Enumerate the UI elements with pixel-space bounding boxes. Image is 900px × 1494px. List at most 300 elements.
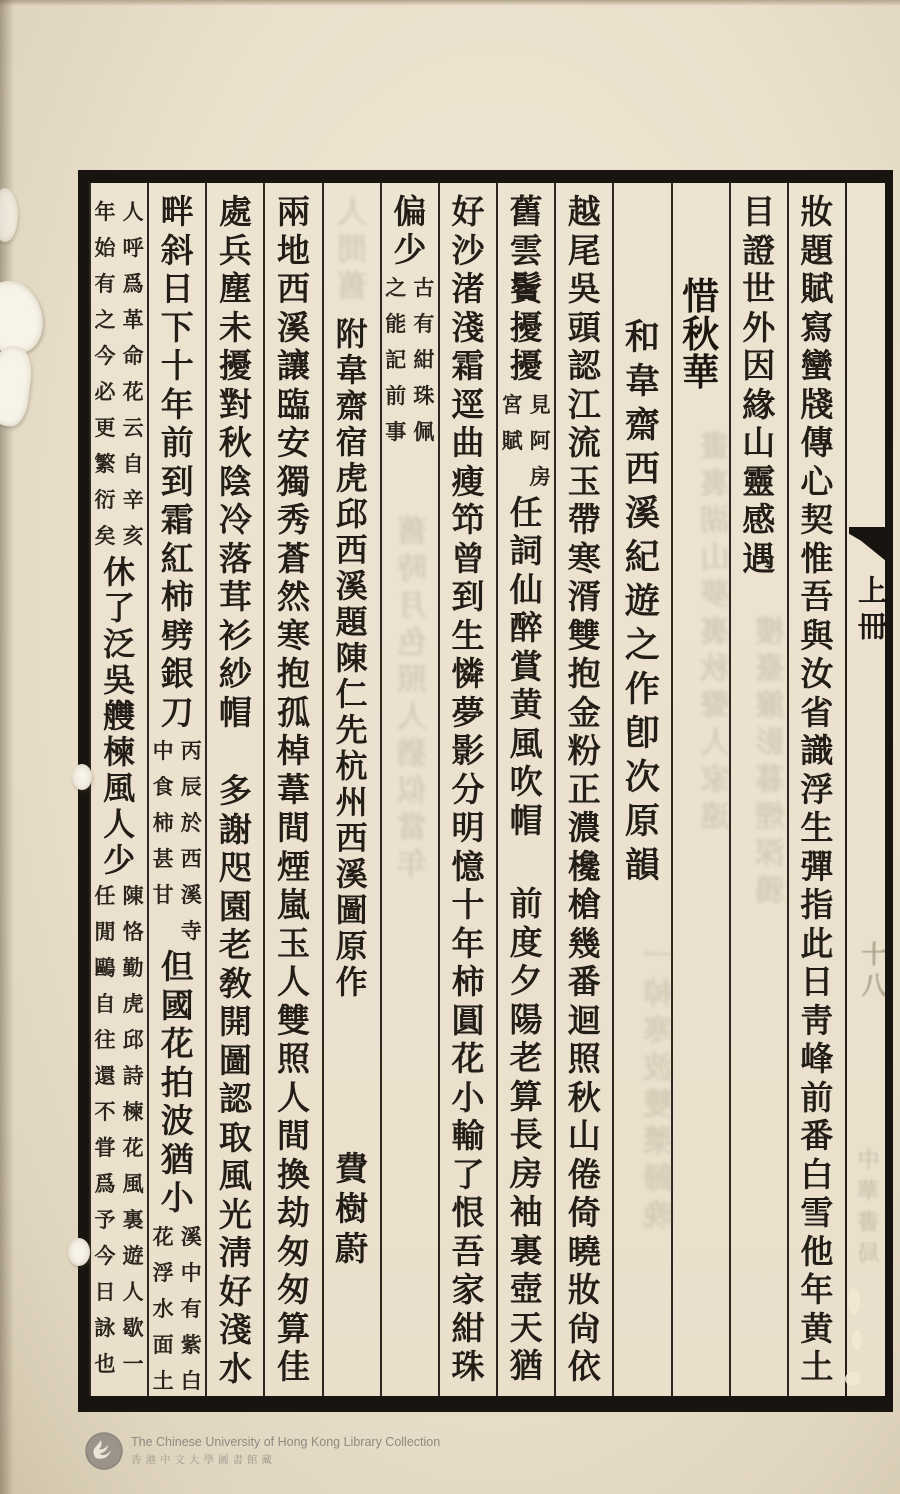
text-char: 原	[335, 928, 368, 964]
text-char: 倦	[567, 1157, 601, 1194]
text-char: 附	[335, 316, 368, 352]
note-char: 面	[152, 1332, 174, 1357]
text-char: 畔	[160, 195, 194, 231]
text-char: 寒	[277, 618, 310, 655]
interlinear-note	[149, 1219, 205, 1397]
text-char: 溪	[277, 310, 310, 347]
note-subcolumn	[177, 733, 205, 949]
text-char: 西	[335, 532, 368, 568]
text-char: 識	[800, 734, 834, 770]
text-column-12	[147, 183, 205, 1396]
text-char: 心	[800, 464, 834, 501]
text-char: 劈	[160, 618, 194, 655]
note-char: 革	[122, 308, 144, 332]
note-subcolumn	[410, 270, 438, 450]
text-char: 敎	[218, 966, 252, 1003]
text-char: 尙	[567, 1311, 601, 1348]
note-char: 命	[122, 344, 144, 368]
text-char: 緣	[742, 387, 776, 424]
note-char: 見	[529, 392, 551, 417]
text-char: 夢	[451, 695, 485, 732]
note-char: 宮	[501, 392, 523, 417]
text-char: 曲	[451, 426, 485, 462]
margin-column	[845, 183, 885, 1396]
text-char: 蒼	[277, 541, 310, 578]
text-char: 下	[160, 310, 194, 347]
note-char: 於	[180, 811, 202, 835]
note-char: 云	[122, 416, 144, 440]
text-char: 讓	[277, 349, 310, 385]
text-char: 韋	[624, 362, 660, 401]
text-char: 國	[160, 988, 194, 1025]
note-char: 中	[180, 1260, 202, 1285]
text-char: 迴	[567, 1003, 601, 1040]
text-char: 此	[800, 926, 834, 963]
text-char: 尾	[567, 233, 601, 270]
text-char: 靑	[800, 1003, 834, 1040]
note-char: 溪	[180, 883, 202, 907]
text-char: 抱	[567, 657, 601, 693]
text-char: 開	[218, 1005, 252, 1041]
note-char: 阿	[529, 428, 551, 453]
bleedthrough-text: 舊時月色照人猶似當年	[399, 515, 432, 885]
note-char: 往	[94, 1028, 116, 1052]
note-char: 能	[385, 312, 407, 336]
text-char: 劫	[277, 1196, 310, 1232]
text-char: 擾	[509, 349, 543, 385]
text-char: 他	[800, 1234, 834, 1271]
note-char: 自	[122, 452, 144, 476]
note-subcolumn	[498, 387, 526, 495]
note-char: 浮	[152, 1260, 174, 1285]
note-char: 一	[122, 1352, 144, 1376]
text-char: 雙	[567, 618, 601, 655]
note-char: 之	[385, 276, 407, 300]
note-char: 今	[94, 1244, 116, 1268]
note-subcolumn	[119, 194, 147, 554]
torn-paper-patch	[68, 1238, 90, 1266]
text-char: 圖	[335, 892, 368, 928]
poem-title-char: 華	[682, 353, 720, 394]
text-char: 帽	[218, 695, 252, 732]
text-char: 傳	[800, 426, 834, 462]
column-gap	[324, 1000, 380, 1150]
text-char: 小	[451, 1080, 485, 1117]
note-char: 邱	[122, 1028, 144, 1052]
interlinear-note	[91, 194, 147, 554]
note-char: 陳	[122, 884, 144, 908]
text-char: 照	[277, 1042, 310, 1078]
text-char: 珠	[451, 1350, 485, 1386]
text-char: 曾	[451, 541, 485, 578]
text-char: 吾	[451, 1234, 485, 1271]
text-char: 溪	[335, 568, 368, 604]
note-char: 不	[94, 1100, 116, 1124]
text-char: 淺	[451, 310, 485, 347]
text-char: 前	[509, 887, 543, 923]
note-char: 人	[122, 200, 144, 224]
note-char: 呼	[122, 236, 144, 260]
text-char: 算	[277, 1311, 310, 1348]
text-char: 前	[800, 1080, 834, 1117]
text-char: 間	[277, 811, 310, 847]
text-char: 認	[567, 349, 601, 385]
text-char: 抱	[277, 657, 310, 693]
text-char: 流	[567, 426, 601, 462]
text-char: 對	[218, 387, 252, 424]
note-char: 楝	[122, 1100, 144, 1124]
text-char: 斜	[160, 233, 194, 270]
note-char: 柿	[152, 811, 174, 835]
text-char: 算	[509, 1079, 543, 1116]
text-char: 風	[509, 726, 543, 763]
text-char: 幾	[567, 926, 601, 963]
text-char: 任	[509, 495, 543, 532]
note-char: 虎	[122, 992, 144, 1016]
text-char: 獨	[277, 464, 310, 501]
text-char: 正	[567, 772, 601, 809]
text-char: 袖	[509, 1195, 543, 1231]
author-name-char: 蔚	[335, 1232, 369, 1268]
margin-fishtail-marker	[849, 527, 886, 561]
note-char: 衍	[94, 488, 116, 512]
note-subcolumn	[119, 878, 147, 1382]
text-char: 休	[103, 554, 136, 590]
note-char: 日	[94, 1280, 116, 1304]
text-char: 年	[160, 387, 194, 424]
text-char: 猶	[509, 1349, 543, 1385]
author-name-char: 樹	[335, 1192, 369, 1228]
text-char: 霜	[160, 503, 194, 539]
text-char: 渚	[451, 272, 485, 308]
text-char: 粉	[567, 734, 601, 770]
text-char: 頭	[567, 310, 601, 347]
text-char: 紅	[160, 541, 194, 578]
text-char: 峰	[800, 1042, 834, 1078]
text-char: 蠻	[800, 349, 834, 385]
note-char: 詩	[122, 1064, 144, 1088]
text-char: 舊	[509, 195, 543, 231]
text-char: 宿	[335, 424, 368, 460]
text-char: 秋	[567, 1080, 601, 1117]
note-char: 花	[122, 1136, 144, 1160]
text-char: 好	[218, 1274, 252, 1311]
text-char: 圓	[451, 1003, 485, 1040]
text-char: 小	[160, 1181, 194, 1217]
text-char: 曉	[567, 1234, 601, 1271]
text-char: 嵐	[277, 888, 310, 924]
text-char: 陰	[218, 464, 252, 501]
column-gap	[207, 733, 263, 773]
text-char: 倚	[567, 1196, 601, 1232]
watermark-line-english: The Chinese University of Hong Kong Library Collection	[131, 1435, 441, 1449]
text-char: 園	[218, 889, 252, 926]
text-char: 人	[277, 965, 310, 1001]
poem-title-char: 惜	[682, 277, 720, 318]
note-subcolumn	[149, 1219, 177, 1397]
text-char: 吳	[103, 662, 136, 698]
note-char: 前	[385, 384, 407, 408]
text-char: 未	[218, 310, 252, 347]
note-char: 寺	[180, 919, 202, 943]
note-char: 溪	[180, 1224, 202, 1249]
text-char: 好	[451, 195, 485, 231]
text-char: 白	[800, 1157, 834, 1194]
text-char: 泛	[103, 626, 136, 662]
text-char: 瘦	[451, 464, 485, 501]
text-char: 臨	[277, 387, 310, 424]
note-char: 之	[94, 308, 116, 332]
text-char: 笻	[451, 503, 485, 539]
text-char: 先	[335, 712, 368, 748]
text-char: 陳	[335, 640, 368, 676]
note-char: 記	[385, 348, 407, 372]
text-char: 圖	[218, 1043, 252, 1080]
text-char: 少	[393, 233, 427, 269]
text-char: 沙	[451, 233, 485, 270]
text-char: 兵	[218, 233, 252, 270]
text-char: 到	[451, 580, 485, 616]
paper-blemish	[848, 1288, 860, 1314]
text-char: 外	[742, 310, 776, 347]
text-char: 安	[277, 426, 310, 462]
text-char: 帶	[567, 503, 601, 539]
text-char: 之	[624, 626, 660, 665]
note-char: 中	[152, 739, 174, 763]
note-char: 白	[180, 1368, 202, 1393]
note-char: 必	[94, 380, 116, 404]
text-column-6	[496, 183, 554, 1396]
note-char: 裏	[122, 1208, 144, 1232]
note-char: 花	[152, 1224, 174, 1249]
text-char: 詞	[509, 534, 543, 570]
text-char: 妝	[800, 195, 834, 231]
text-char: 柿	[160, 580, 194, 616]
note-char: 今	[94, 344, 116, 368]
text-char: 咫	[218, 851, 252, 887]
text-char: 人	[103, 806, 136, 842]
text-char: 雪	[800, 1196, 834, 1232]
text-char: 題	[800, 233, 834, 270]
text-char: 謝	[218, 812, 252, 849]
text-char: 彈	[800, 849, 834, 886]
note-char: 食	[152, 775, 174, 799]
text-char: 溪	[624, 494, 660, 533]
note-char: 古	[413, 276, 435, 300]
note-char: 爲	[122, 272, 144, 296]
text-char: 番	[800, 1119, 834, 1155]
column-gap	[614, 194, 670, 316]
text-char: 汝	[800, 657, 834, 693]
author-name-char: 費	[335, 1152, 369, 1188]
text-char: 帽	[509, 803, 543, 840]
text-char: 衫	[218, 618, 252, 655]
text-char: 葦	[277, 772, 310, 809]
note-char: 水	[152, 1296, 174, 1321]
note-char: 佩	[413, 420, 435, 444]
note-char: 予	[94, 1208, 116, 1232]
text-char: 紺	[451, 1311, 485, 1348]
text-char: 黄	[509, 688, 543, 724]
text-char: 十	[451, 888, 485, 924]
text-char: 賞	[509, 649, 543, 686]
text-char: 憶	[451, 849, 485, 886]
text-char: 長	[509, 1118, 543, 1154]
paper-blemish	[845, 1372, 861, 1386]
text-char: 鬢	[509, 272, 543, 308]
text-char: 花	[451, 1042, 485, 1078]
text-column-10	[263, 183, 321, 1396]
text-char: 金	[567, 695, 601, 732]
text-char: 遇	[742, 541, 776, 578]
bleedthrough-text: 一棹寒波雙槳歸晚	[645, 940, 678, 1236]
text-char: 感	[742, 503, 776, 539]
text-char: 茸	[218, 580, 252, 616]
text-char: 兩	[277, 195, 310, 231]
text-char: 花	[160, 1027, 194, 1063]
text-char: 恨	[451, 1196, 485, 1232]
text-char: 秋	[218, 426, 252, 462]
text-char: 紀	[624, 538, 660, 577]
note-subcolumn	[526, 387, 554, 495]
text-char: 度	[509, 925, 543, 962]
text-char: 憐	[451, 657, 485, 693]
note-char: 自	[94, 992, 116, 1016]
text-char: 光	[218, 1197, 252, 1234]
text-char: 湑	[567, 580, 601, 616]
text-char: 省	[800, 695, 834, 732]
text-char: 齋	[624, 406, 660, 445]
text-char: 棹	[277, 734, 310, 770]
note-subcolumn	[149, 733, 177, 949]
interlinear-note	[498, 387, 554, 495]
text-char: 楝	[103, 734, 136, 770]
paper-blemish	[852, 1330, 862, 1350]
note-char: 年	[94, 200, 116, 224]
text-char: 多	[218, 774, 252, 810]
bleedthrough-text: 人間舊	[339, 196, 372, 307]
note-char: 甚	[152, 847, 174, 871]
text-char: 玉	[567, 464, 601, 501]
note-char: 丙	[180, 739, 202, 763]
text-char: 認	[218, 1082, 252, 1118]
text-char: 風	[103, 770, 136, 806]
text-char: 淸	[218, 1236, 252, 1272]
poem-title-char: 秋	[682, 315, 720, 356]
text-char: 西	[277, 272, 310, 308]
text-char: 靈	[742, 464, 776, 501]
text-char: 紗	[218, 657, 252, 693]
note-char: 更	[94, 416, 116, 440]
note-char: 紺	[413, 348, 435, 372]
text-char: 天	[509, 1310, 543, 1347]
text-char: 了	[103, 590, 136, 626]
library-watermark	[84, 1431, 440, 1471]
text-char: 齋	[335, 388, 368, 424]
text-char: 目	[742, 195, 776, 231]
text-char: 裏	[509, 1233, 543, 1270]
text-char: 秀	[277, 503, 310, 539]
note-char: 任	[94, 884, 116, 908]
note-char: 事	[385, 420, 407, 444]
watermark-line-chinese: 香港中文大學圖書館藏	[131, 1454, 276, 1466]
text-char: 賦	[800, 272, 834, 308]
text-char: 因	[742, 349, 776, 385]
text-char: 山	[742, 426, 776, 462]
note-subcolumn	[91, 878, 119, 1382]
text-char: 州	[335, 784, 368, 820]
text-char: 陽	[509, 1002, 543, 1039]
text-char: 江	[567, 387, 601, 424]
text-column-5	[554, 183, 612, 1396]
note-char: 辛	[122, 488, 144, 512]
text-char: 處	[218, 195, 252, 231]
torn-paper-patch	[72, 764, 92, 790]
text-char: 邱	[335, 496, 368, 532]
text-char: 匆	[277, 1273, 310, 1309]
text-char: 遊	[624, 582, 660, 621]
bleedthrough-text: 畫裏湖山夢裏秋聲人家遠	[702, 430, 735, 837]
text-char: 換	[277, 1157, 310, 1194]
text-char: 欃	[567, 849, 601, 886]
text-char: 塵	[218, 272, 252, 308]
text-char: 槍	[567, 888, 601, 924]
text-char: 佳	[277, 1350, 310, 1386]
note-char: 歇	[122, 1316, 144, 1340]
note-char: 鷗	[94, 956, 116, 980]
text-char: 煙	[277, 849, 310, 886]
column-gap	[498, 841, 554, 886]
interlinear-note	[149, 733, 205, 949]
text-char: 世	[742, 272, 776, 308]
publisher-bleedthrough: 中華書局	[857, 1148, 882, 1272]
text-char: 照	[567, 1042, 601, 1078]
text-char: 惟	[800, 541, 834, 578]
text-char: 老	[509, 1041, 543, 1077]
note-char: 有	[94, 272, 116, 296]
note-char: 紫	[180, 1332, 202, 1357]
page-number: 十八	[858, 941, 885, 1003]
text-char: 契	[800, 503, 834, 539]
note-char: 甘	[152, 883, 174, 907]
text-char: 生	[451, 618, 485, 655]
note-char: 閒	[94, 920, 116, 944]
text-char: 杭	[335, 748, 368, 784]
note-subcolumn	[177, 1219, 205, 1397]
text-char: 虎	[335, 460, 368, 496]
text-char: 與	[800, 618, 834, 655]
text-char: 西	[335, 820, 368, 856]
text-char: 和	[624, 318, 660, 357]
text-char: 地	[277, 233, 310, 270]
text-char: 寒	[567, 541, 601, 578]
text-char: 寫	[800, 310, 834, 347]
text-char: 濃	[567, 811, 601, 847]
note-char: 也	[94, 1352, 116, 1376]
text-char: 擾	[218, 349, 252, 385]
text-char: 越	[567, 195, 601, 231]
text-char: 吳	[567, 272, 601, 308]
text-char: 逕	[451, 387, 485, 424]
note-char: 辰	[180, 775, 202, 799]
text-char: 西	[624, 450, 660, 489]
note-char: 遊	[122, 1244, 144, 1268]
note-char: 繁	[94, 452, 116, 476]
text-char: 刀	[160, 695, 194, 732]
text-char: 影	[451, 734, 485, 770]
text-char: 風	[218, 1159, 252, 1195]
text-char: 黄	[800, 1311, 834, 1348]
